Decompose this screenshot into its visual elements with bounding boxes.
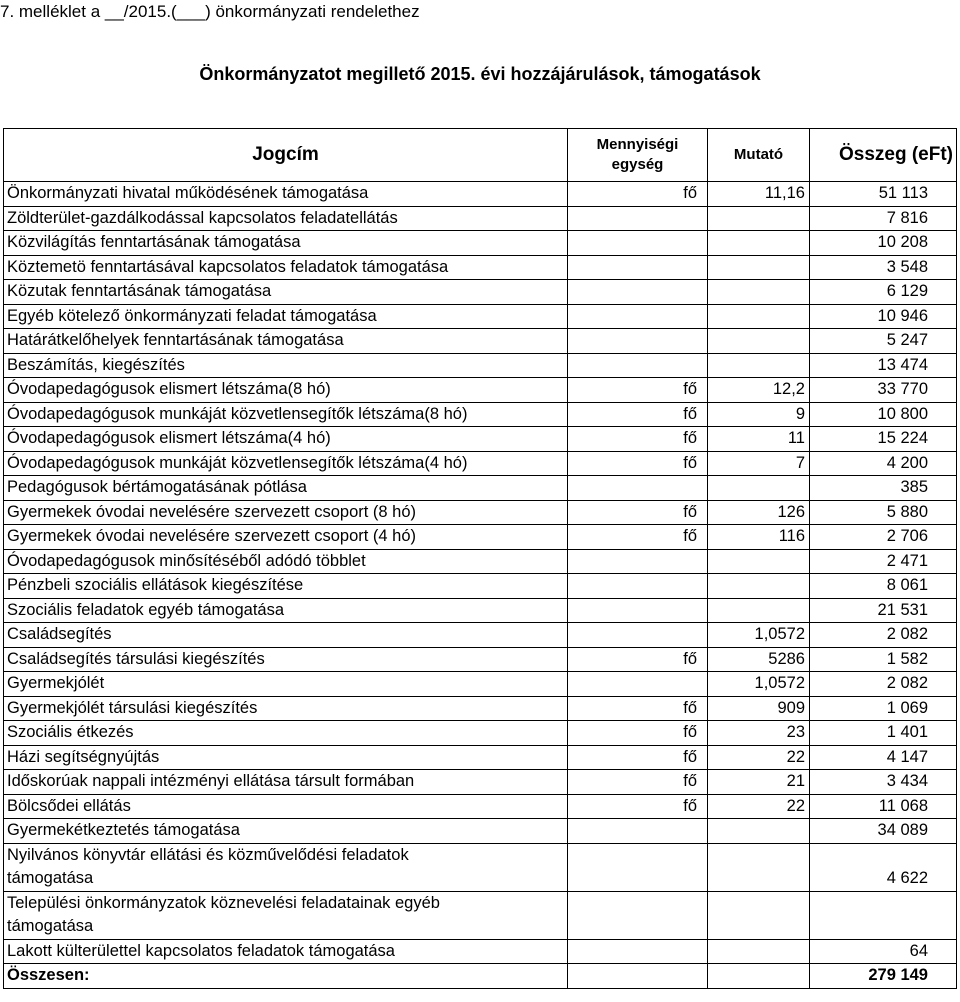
row-osszeg: 64 (810, 939, 957, 964)
row-name: Zöldterület-gazdálkodással kapcsolatos feladatellátás (4, 206, 568, 231)
row-mutato (708, 280, 810, 305)
row-unit (568, 891, 708, 939)
row-name: Gyermekek óvodai nevelésére szervezett csoport (8 hó) (4, 500, 568, 525)
row-unit (568, 280, 708, 305)
row-name: Gyermekétkeztetés támogatása (4, 819, 568, 844)
table-row (4, 378, 957, 403)
row-name: Óvodapedagógusok munkáját közvetlensegítők létszáma(4 hó) (4, 451, 568, 476)
row-unit (568, 304, 708, 329)
table-row (4, 280, 957, 305)
table-row (4, 745, 957, 770)
row-unit: fő (568, 647, 708, 672)
row-mutato: 12,2 (708, 378, 810, 403)
row-mutato: 909 (708, 696, 810, 721)
table-row (4, 451, 957, 476)
row-mutato (708, 304, 810, 329)
table-row (4, 402, 957, 427)
table-row (4, 304, 957, 329)
row-mutato (708, 891, 810, 939)
row-mutato: 7 (708, 451, 810, 476)
row-mutato (708, 549, 810, 574)
column-header-osszeg: Összeg (eFt) (810, 129, 957, 182)
column-header-unit: Mennyiségi egység (568, 129, 708, 182)
row-unit: fő (568, 770, 708, 795)
row-osszeg: 385 (810, 476, 957, 501)
annex-reference: 7. melléklet a __/2015.(___) önkormányzati rendelethez (0, 2, 420, 21)
row-unit (568, 353, 708, 378)
row-unit (568, 819, 708, 844)
row-unit (568, 598, 708, 623)
table-header-row (4, 129, 957, 182)
row-osszeg: 6 129 (810, 280, 957, 305)
row-name: Gyermekjólét (4, 672, 568, 697)
row-name: Köztemetö fenntartásával kapcsolatos feladatok támogatása (4, 255, 568, 280)
row-osszeg: 2 082 (810, 623, 957, 648)
row-mutato: 11,16 (708, 182, 810, 207)
row-mutato (708, 843, 810, 891)
row-mutato (708, 939, 810, 964)
row-mutato: 23 (708, 721, 810, 746)
row-unit: fő (568, 794, 708, 819)
row-name: Lakott külterülettel kapcsolatos feladatok támogatása (4, 939, 568, 964)
row-osszeg: 1 582 (810, 647, 957, 672)
row-mutato (708, 353, 810, 378)
table-row (4, 549, 957, 574)
row-mutato: 21 (708, 770, 810, 795)
row-mutato (708, 574, 810, 599)
row-unit (568, 672, 708, 697)
row-unit (568, 206, 708, 231)
row-osszeg: 8 061 (810, 574, 957, 599)
table-row (4, 623, 957, 648)
total-unit-cell (568, 964, 708, 989)
row-name: Pénzbeli szociális ellátások kiegészítése (4, 574, 568, 599)
column-header-jogcim: Jogcím (4, 129, 568, 182)
row-name: Időskorúak nappali intézményi ellátása társult formában (4, 770, 568, 795)
row-name: Beszámítás, kiegészítés (4, 353, 568, 378)
table-row (4, 500, 957, 525)
total-mutato-cell (708, 964, 810, 989)
row-mutato: 11 (708, 427, 810, 452)
row-name: Óvodapedagógusok minősítéséből adódó többlet (4, 549, 568, 574)
row-mutato (708, 255, 810, 280)
row-name: Szociális étkezés (4, 721, 568, 746)
row-unit: fő (568, 427, 708, 452)
row-osszeg: 4 147 (810, 745, 957, 770)
row-name: Határátkelőhelyek fenntartásának támogatása (4, 329, 568, 354)
row-osszeg: 7 816 (810, 206, 957, 231)
table-row (4, 427, 957, 452)
row-unit: fő (568, 696, 708, 721)
row-osszeg: 10 800 (810, 402, 957, 427)
row-osszeg: 5 880 (810, 500, 957, 525)
table-row (4, 182, 957, 207)
table-row (4, 819, 957, 844)
row-unit (568, 843, 708, 891)
row-unit: fő (568, 525, 708, 550)
row-name: Közvilágítás fenntartásának támogatása (4, 231, 568, 256)
table-row (4, 476, 957, 501)
table-row (4, 721, 957, 746)
table-row (4, 329, 957, 354)
row-unit: fő (568, 745, 708, 770)
row-name: Gyermekjólét társulási kiegészítés (4, 696, 568, 721)
row-mutato: 9 (708, 402, 810, 427)
row-osszeg: 4 200 (810, 451, 957, 476)
table-row (4, 525, 957, 550)
row-osszeg: 10 208 (810, 231, 957, 256)
row-mutato (708, 329, 810, 354)
row-name: Óvodapedagógusok munkáját közvetlensegítők létszáma(8 hó) (4, 402, 568, 427)
row-name: Gyermekek óvodai nevelésére szervezett csoport (4 hó) (4, 525, 568, 550)
row-name: Óvodapedagógusok elismert létszáma(4 hó) (4, 427, 568, 452)
row-osszeg: 3 434 (810, 770, 957, 795)
row-osszeg: 33 770 (810, 378, 957, 403)
row-name: Családsegítés társulási kiegészítés (4, 647, 568, 672)
row-mutato: 1,0572 (708, 623, 810, 648)
row-unit (568, 255, 708, 280)
table-row (4, 939, 957, 964)
row-unit: fő (568, 500, 708, 525)
row-osszeg: 4 622 (810, 843, 957, 891)
table-row (4, 672, 957, 697)
row-name: Óvodapedagógusok elismert létszáma(8 hó) (4, 378, 568, 403)
row-name: Közutak fenntartásának támogatása (4, 280, 568, 305)
table-row (4, 843, 957, 891)
row-mutato (708, 819, 810, 844)
row-name: Települési önkormányzatok köznevelési feladatainak egyéb támogatása (4, 891, 568, 939)
table-row (4, 255, 957, 280)
row-mutato: 22 (708, 745, 810, 770)
row-osszeg: 5 247 (810, 329, 957, 354)
row-name: Házi segítségnyújtás (4, 745, 568, 770)
row-unit: fő (568, 182, 708, 207)
total-label: Összesen: (4, 964, 568, 989)
row-osszeg: 21 531 (810, 598, 957, 623)
table-row (4, 696, 957, 721)
row-osszeg: 2 706 (810, 525, 957, 550)
row-name: Önkormányzati hivatal működésének támogatása (4, 182, 568, 207)
row-unit: fő (568, 451, 708, 476)
table-row (4, 574, 957, 599)
row-unit (568, 574, 708, 599)
row-name: Bölcsődei ellátás (4, 794, 568, 819)
total-value: 279 149 (810, 964, 957, 989)
row-mutato: 116 (708, 525, 810, 550)
row-mutato: 1,0572 (708, 672, 810, 697)
row-unit (568, 329, 708, 354)
row-mutato (708, 231, 810, 256)
row-osszeg: 13 474 (810, 353, 957, 378)
row-name: Családsegítés (4, 623, 568, 648)
row-osszeg: 1 401 (810, 721, 957, 746)
table-body (4, 182, 957, 964)
subsidy-table (3, 128, 957, 989)
total-row (4, 964, 957, 989)
row-mutato: 5286 (708, 647, 810, 672)
row-osszeg: 2 082 (810, 672, 957, 697)
row-osszeg: 51 113 (810, 182, 957, 207)
table-row (4, 770, 957, 795)
row-name: Nyilvános könyvtár ellátási és közművelődési feladatok támogatása (4, 843, 568, 891)
table-row (4, 353, 957, 378)
row-mutato: 126 (708, 500, 810, 525)
page-title: Önkormányzatot megillető 2015. évi hozzájárulások, támogatások (199, 64, 761, 84)
row-osszeg: 3 548 (810, 255, 957, 280)
row-mutato (708, 476, 810, 501)
table-row (4, 598, 957, 623)
table-row (4, 206, 957, 231)
table-row (4, 647, 957, 672)
row-unit: fő (568, 378, 708, 403)
row-unit (568, 623, 708, 648)
row-name: Egyéb kötelező önkormányzati feladat támogatása (4, 304, 568, 329)
table-row (4, 794, 957, 819)
row-osszeg (810, 891, 957, 939)
row-osszeg: 15 224 (810, 427, 957, 452)
row-mutato: 22 (708, 794, 810, 819)
table-row (4, 231, 957, 256)
row-osszeg: 11 068 (810, 794, 957, 819)
row-osszeg: 34 089 (810, 819, 957, 844)
row-name: Szociális feladatok egyéb támogatása (4, 598, 568, 623)
row-unit: fő (568, 721, 708, 746)
row-unit: fő (568, 402, 708, 427)
row-osszeg: 2 471 (810, 549, 957, 574)
row-mutato (708, 598, 810, 623)
column-header-mutato: Mutató (708, 129, 810, 182)
row-unit (568, 476, 708, 501)
row-unit (568, 231, 708, 256)
row-osszeg: 1 069 (810, 696, 957, 721)
row-unit (568, 549, 708, 574)
row-osszeg: 10 946 (810, 304, 957, 329)
row-unit (568, 939, 708, 964)
row-mutato (708, 206, 810, 231)
row-name: Pedagógusok bértámogatásának pótlása (4, 476, 568, 501)
table-row (4, 891, 957, 939)
